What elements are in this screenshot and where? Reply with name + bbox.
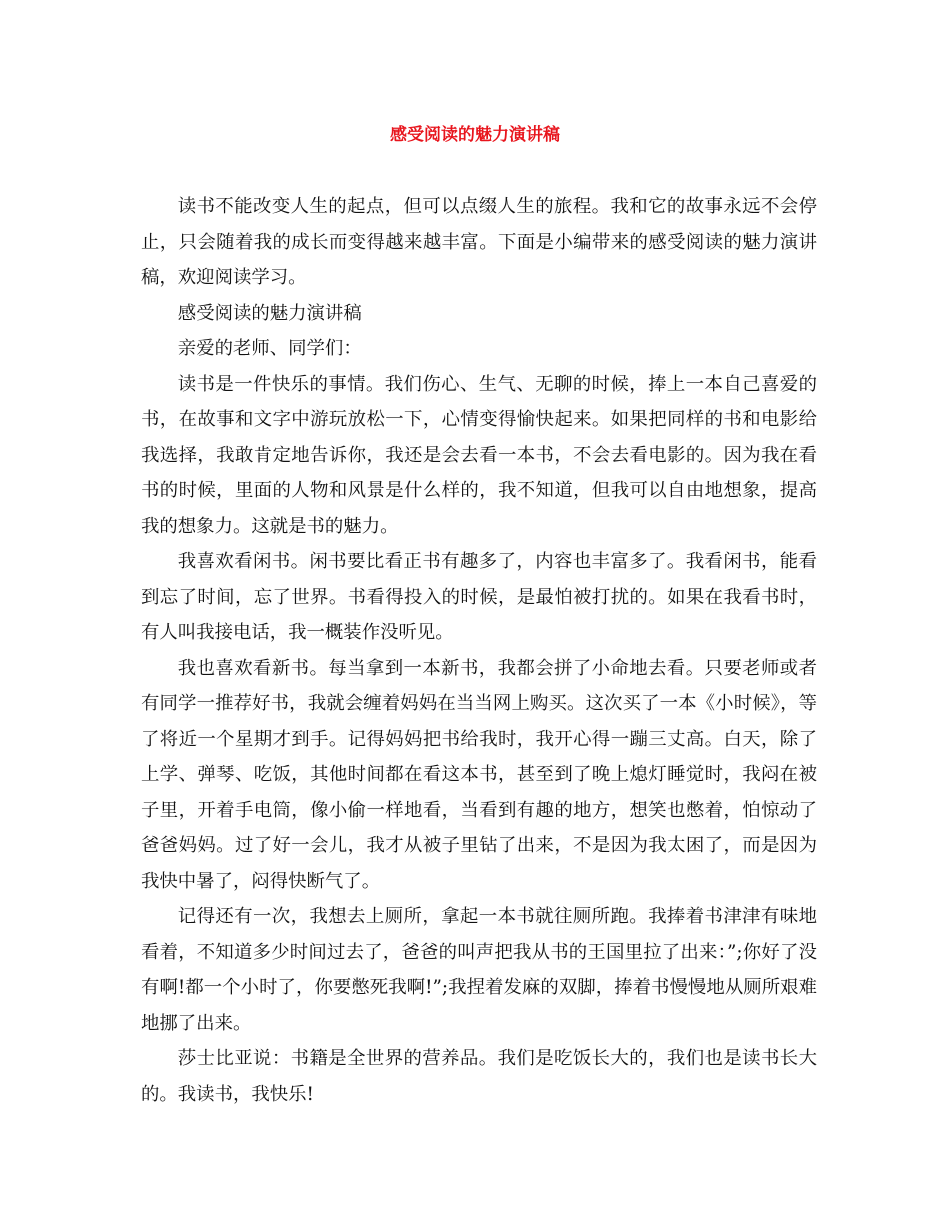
paragraph-greeting: 亲爱的老师、同学们： bbox=[177, 338, 362, 359]
paragraph-bathroom-story: 记得还有一次，我想去上厕所，拿起一本书就往厕所跑。我捧着书津津有味地看着，不知道多少时间过去了，爸爸的叫声把我从书的王国里拉了出来：”;你好了没有啊!都一个小时了，你要憋死我啊!”;我捏着发麻的双脚，捧着书慢慢地从厕所艰难地挪了出来。 bbox=[141, 906, 817, 1034]
paragraph-new-books: 我也喜欢看新书。每当拿到一本新书，我都会拼了小命地去看。只要老师或者有同学一推荐好书，我就会缠着妈妈在当当网上购买。这次买了一本《小时候》，等了将近一个星期才到手。记得妈妈把书给我时，我开心得一蹦三丈高。白天，除了上学、弹琴、吃饭，其他时间都在看这本书，甚至到了晚上熄灯睡觉时，我闷在被子里，开着手电筒，像小偷一样地看，当看到有趣的地方，想笑也憋着，怕惊动了爸爸妈妈。过了好一会儿，我才从被子里钻了出来，不是因为我太困了，而是因为我快中暑了，闷得快断气了。 bbox=[141, 657, 817, 892]
document-body bbox=[141, 189, 817, 1112]
document-title: 感受阅读的魅力演讲稿 bbox=[390, 125, 560, 145]
paragraph-shakespeare-quote: 莎士比亚说：书籍是全世界的营养品。我们是吃饭长大的，我们也是读书长大的。我读书，我快乐! bbox=[141, 1048, 817, 1105]
paragraph-reading-joy: 读书是一件快乐的事情。我们伤心、生气、无聊的时候，捧上一本自己喜爱的书，在故事和文字中游玩放松一下，心情变得愉快起来。如果把同样的书和电影给我选择，我敢肯定地告诉你，我还是会去看一本书，不会去看电影的。因为我在看书的时候，里面的人物和风景是什么样的，我不知道，但我可以自由地想象，提高我的想象力。这就是书的魅力。 bbox=[141, 373, 817, 537]
paragraph-subtitle: 感受阅读的魅力演讲稿 bbox=[177, 302, 362, 324]
paragraph-leisure-books: 我喜欢看闲书。闲书要比看正书有趣多了，内容也丰富多了。我看闲书，能看到忘了时间，忘了世界。书看得投入的时候，是最怕被打扰的。如果在我看书时，有人叫我接电话，我一概装作没听见。 bbox=[141, 551, 817, 643]
paragraph-intro: 读书不能改变人生的起点，但可以点缀人生的旅程。我和它的故事永远不会停止，只会随着我的成长而变得越来越丰富。下面是小编带来的感受阅读的魅力演讲稿，欢迎阅读学习。 bbox=[141, 196, 817, 288]
